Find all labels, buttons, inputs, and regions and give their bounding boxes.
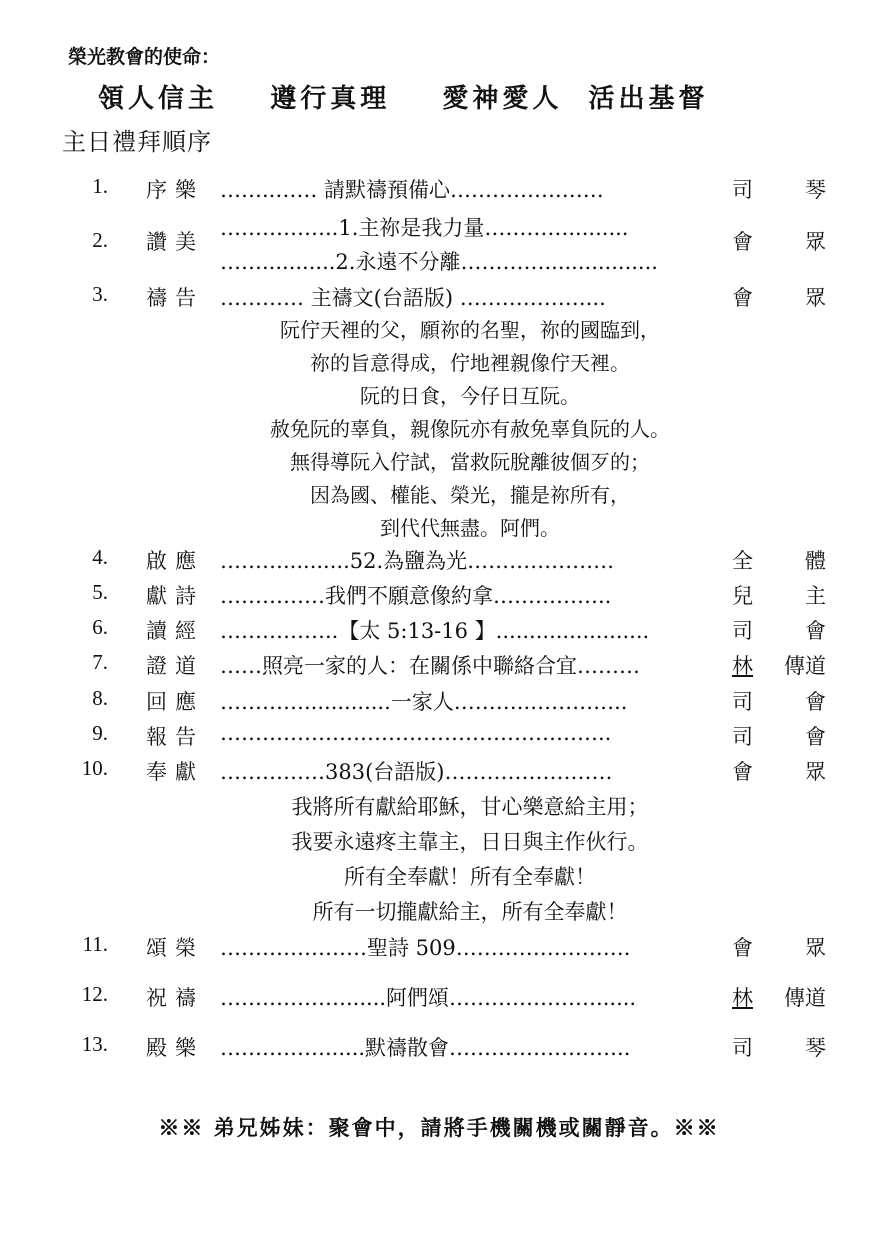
item-content: ………… 主禱文(台語版) ………………... xyxy=(220,286,606,310)
leader-part: 會 xyxy=(805,619,826,643)
service-item xyxy=(0,650,878,684)
prayer-text xyxy=(200,314,740,545)
service-item xyxy=(0,686,878,720)
item-name: 回應 xyxy=(146,690,204,714)
prayer-line: 到代代無盡。阿們。 xyxy=(380,516,560,540)
item-number: 9. xyxy=(92,721,108,745)
item-leader xyxy=(732,686,826,716)
item-leader xyxy=(732,721,826,751)
lyric-line: 我將所有獻給耶穌，甘心樂意給主用； xyxy=(291,795,649,819)
item-name: 禱告 xyxy=(146,286,204,310)
leader-part: 眾 xyxy=(805,936,826,960)
item-leader xyxy=(732,932,826,962)
item-content: ……………………………………………….. xyxy=(220,721,612,745)
prayer-line: 因為國、權能、榮光，攏是祢所有， xyxy=(310,483,630,507)
item-number: 4. xyxy=(92,545,108,569)
leader-part: 會 xyxy=(732,760,753,784)
item-name: 讀經 xyxy=(146,619,204,643)
item-leader xyxy=(732,174,826,204)
service-item xyxy=(0,212,878,276)
phone-notice: ※※ 弟兄姊妹：聚會中，請將手機關機或關靜音。※※ xyxy=(158,1115,720,1140)
service-item xyxy=(0,932,878,966)
item-content: ……………..1.主祢是我力量…………......... xyxy=(220,216,629,240)
leader-part: 會 xyxy=(732,936,753,960)
leader-part: 會 xyxy=(732,286,753,310)
item-name: 殿樂 xyxy=(146,1036,204,1060)
leader-part: 司 xyxy=(732,690,753,714)
item-number: 2. xyxy=(92,228,108,252)
leader-part: 傳道 xyxy=(784,986,826,1010)
item-content: ………………......阿們頌…………………...... xyxy=(220,986,637,1010)
lyric-line: 我要永遠疼主靠主，日日與主作伙行。 xyxy=(291,830,649,854)
item-leader xyxy=(732,756,826,786)
lyric-line: 所有一切攏獻給主，所有全奉獻！ xyxy=(312,900,628,924)
leader-part: 兒 xyxy=(732,584,753,608)
leader-part: 會 xyxy=(732,230,753,254)
item-number: 8. xyxy=(92,686,108,710)
mission-title: 榮光教會的使命： xyxy=(68,46,221,68)
item-name: 證道 xyxy=(146,654,204,678)
item-content: ……..…… 請默禱預備心…………….…… xyxy=(220,178,604,202)
item-content: ……………我們不願意像約拿…………….. xyxy=(220,584,612,608)
mission-statement: 領人信主 遵行真理 愛神愛人 活出基督 xyxy=(98,84,709,114)
leader-part: 會 xyxy=(805,690,826,714)
item-content: ……………383(台語版)…………………… xyxy=(220,760,613,784)
item-leader xyxy=(732,226,826,256)
leader-part: 林 xyxy=(732,986,753,1010)
item-name: 序樂 xyxy=(146,178,204,202)
leader-part: 主 xyxy=(805,584,826,608)
order-title: 主日禮拜順序 xyxy=(62,128,212,156)
service-item xyxy=(0,982,878,1016)
item-number: 13. xyxy=(81,1032,108,1056)
leader-part: 傳道 xyxy=(784,654,826,678)
item-name: 獻詩 xyxy=(146,584,204,608)
leader-part: 體 xyxy=(805,549,826,573)
item-number: 12. xyxy=(81,982,108,1006)
prayer-line: 無得導阮入佇試，當救阮脫離彼個歹的； xyxy=(290,450,650,474)
item-number: 1. xyxy=(92,174,108,198)
service-item xyxy=(0,545,878,579)
service-item xyxy=(0,756,878,790)
leader-part: 眾 xyxy=(805,230,826,254)
item-name: 奉獻 xyxy=(146,760,204,784)
item-name: 讚美 xyxy=(146,230,204,254)
item-name: 頌榮 xyxy=(146,936,204,960)
item-leader xyxy=(732,282,826,312)
item-leader xyxy=(732,545,826,575)
service-item xyxy=(0,1032,878,1066)
leader-part: 眾 xyxy=(805,760,826,784)
service-item xyxy=(0,580,878,614)
prayer-line: 赦免阮的辜負，親像阮亦有赦免辜負阮的人。 xyxy=(270,417,670,441)
item-content: …………………聖詩 509……………………. xyxy=(220,936,631,960)
item-name: 啟應 xyxy=(146,549,204,573)
leader-part: 琴 xyxy=(805,178,826,202)
leader-part: 會 xyxy=(805,725,826,749)
lyric-line: 所有全奉獻！所有全奉獻！ xyxy=(344,865,596,889)
item-leader xyxy=(732,982,826,1012)
service-item xyxy=(0,721,878,755)
leader-part: 眾 xyxy=(805,286,826,310)
prayer-line: 阮的日食，今仔日互阮。 xyxy=(360,384,580,408)
prayer-line: 阮佇天裡的父，願祢的名聖，祢的國臨到， xyxy=(280,318,660,342)
item-number: 10. xyxy=(81,756,108,780)
leader-part: 司 xyxy=(732,178,753,202)
leader-part: 司 xyxy=(732,1036,753,1060)
prayer-line: 祢的旨意得成，佇地裡親像佇天裡。 xyxy=(310,351,630,375)
item-number: 5. xyxy=(92,580,108,604)
item-name: 報告 xyxy=(146,725,204,749)
item-leader xyxy=(732,580,826,610)
offering-lyrics xyxy=(200,790,740,930)
leader-part: 司 xyxy=(732,619,753,643)
leader-part: 琴 xyxy=(805,1036,826,1060)
item-number: 7. xyxy=(92,650,108,674)
item-content-line-2: ……...........2.永遠不分離…………................. xyxy=(220,250,658,274)
item-content: ………..........52.為鹽為光………………… xyxy=(220,549,615,573)
service-item xyxy=(0,282,878,316)
item-content: ……………......默禱散會…………………….. xyxy=(220,1036,631,1060)
item-content: ………….............一家人………..………….. xyxy=(220,690,628,714)
item-leader xyxy=(732,650,826,680)
service-item xyxy=(0,174,878,208)
service-item xyxy=(0,615,878,649)
item-leader xyxy=(732,615,826,645)
item-content: ……………..【太 5:13-16 】....................... xyxy=(220,619,650,643)
item-number: 11. xyxy=(82,932,108,956)
item-number: 6. xyxy=(92,615,108,639)
item-name: 祝禱 xyxy=(146,986,204,1010)
leader-part: 全 xyxy=(732,549,753,573)
item-leader xyxy=(732,1032,826,1062)
item-content: ……照亮一家的人：在關係中聯絡合宜……… xyxy=(220,654,640,678)
leader-part: 司 xyxy=(732,725,753,749)
item-number: 3. xyxy=(92,282,108,306)
leader-part: 林 xyxy=(732,654,753,678)
